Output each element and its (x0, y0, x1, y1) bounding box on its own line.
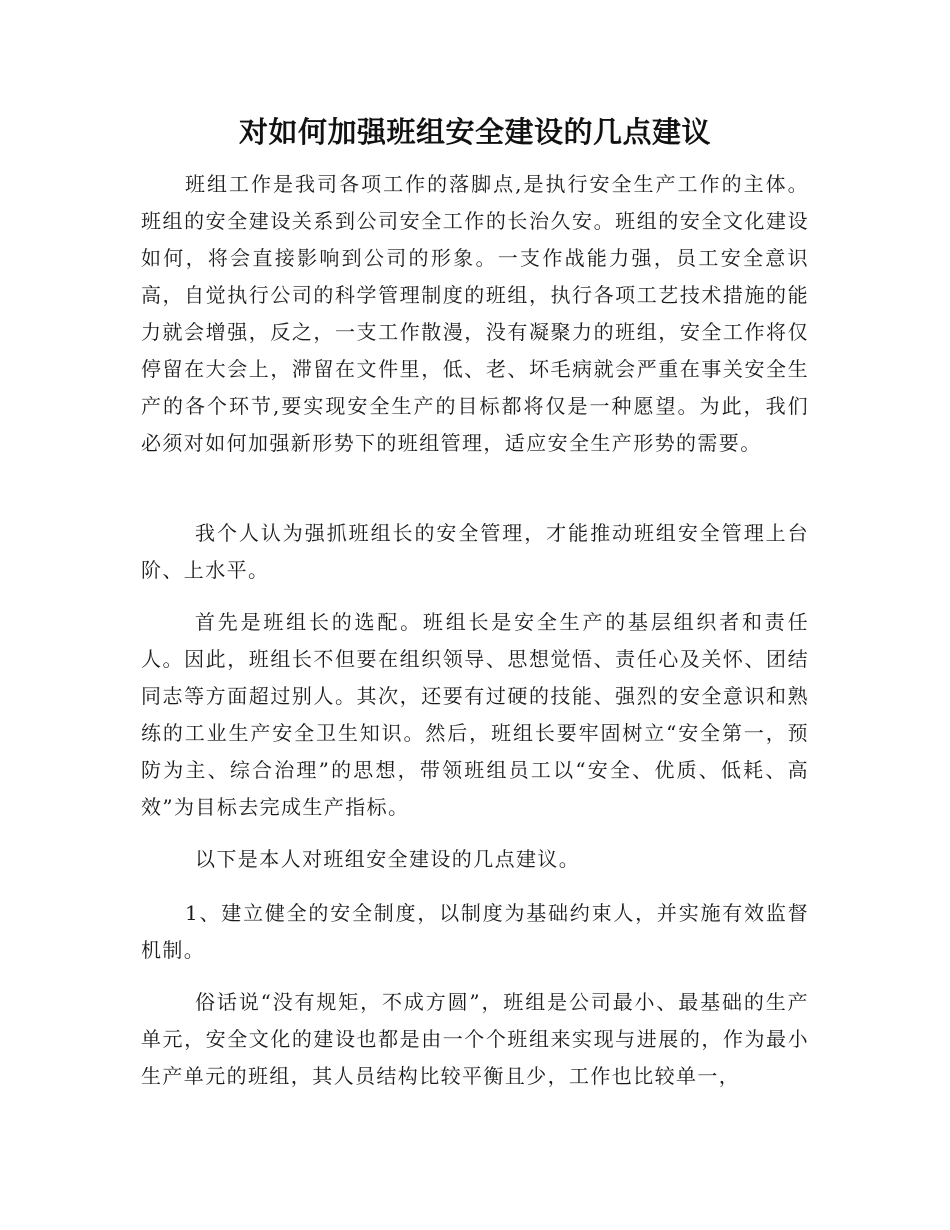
document-title: 对如何加强班组安全建设的几点建议 (238, 115, 711, 149)
paragraph-team-leader-selection: 首先是班组长的选配。班组长是安全生产的基层组织者和责任人。因此，班组长不但要在组织领导、思想觉悟、责任心及关怀、团结同志等方面超过别人。其次，还要有过硬的技能、强烈的安全意识和熟练的工业生产安全卫生知识。然后，班组长要牢固树立“安全第一，预防为主、综合治理”的思想，带领班组员工以“安全、优质、低耗、高效”为目标去完成生产指标。 (141, 610, 809, 819)
paragraph-rules-discussion: 俗话说“没有规矩，不成方圆”，班组是公司最小、最基础的生产单元，安全文化的建设也都是由一个个班组来实现与进展的，作为最小生产单元的班组，其人员结构比较平衡且少，工作也比较单一， (141, 990, 809, 1088)
paragraph-personal-view: 我个人认为强抓班组长的安全管理，才能推动班组安全管理上台阶、上水平。 (141, 521, 809, 582)
paragraph-suggestion-1: 1、建立健全的安全制度，以制度为基础约束人，并实施有效监督机制。 (141, 901, 809, 962)
paragraph-suggestions-intro: 以下是本人对班组安全建设的几点建议。 (195, 847, 581, 871)
paragraph-intro: 班组工作是我司各项工作的落脚点,是执行安全生产工作的主体。班组的安全建设关系到公司安全工作的长治久安。班组的安全文化建设如何，将会直接影响到公司的形象。一支作战能力强，员工安全意识高，自觉执行公司的科学管理制度的班组，执行各项工艺技术措施的能力就会增强，反之，一支工作散漫，没有凝聚力的班组，安全工作将仅停留在大会上，滞留在文件里，低、老、坏毛病就会严重在事关安全生产的各个环节,要实现安全生产的目标都将仅是一种愿望。为此，我们必须对如何加强新形势下的班组管理，适应安全生产形势的需要。 (141, 172, 809, 455)
